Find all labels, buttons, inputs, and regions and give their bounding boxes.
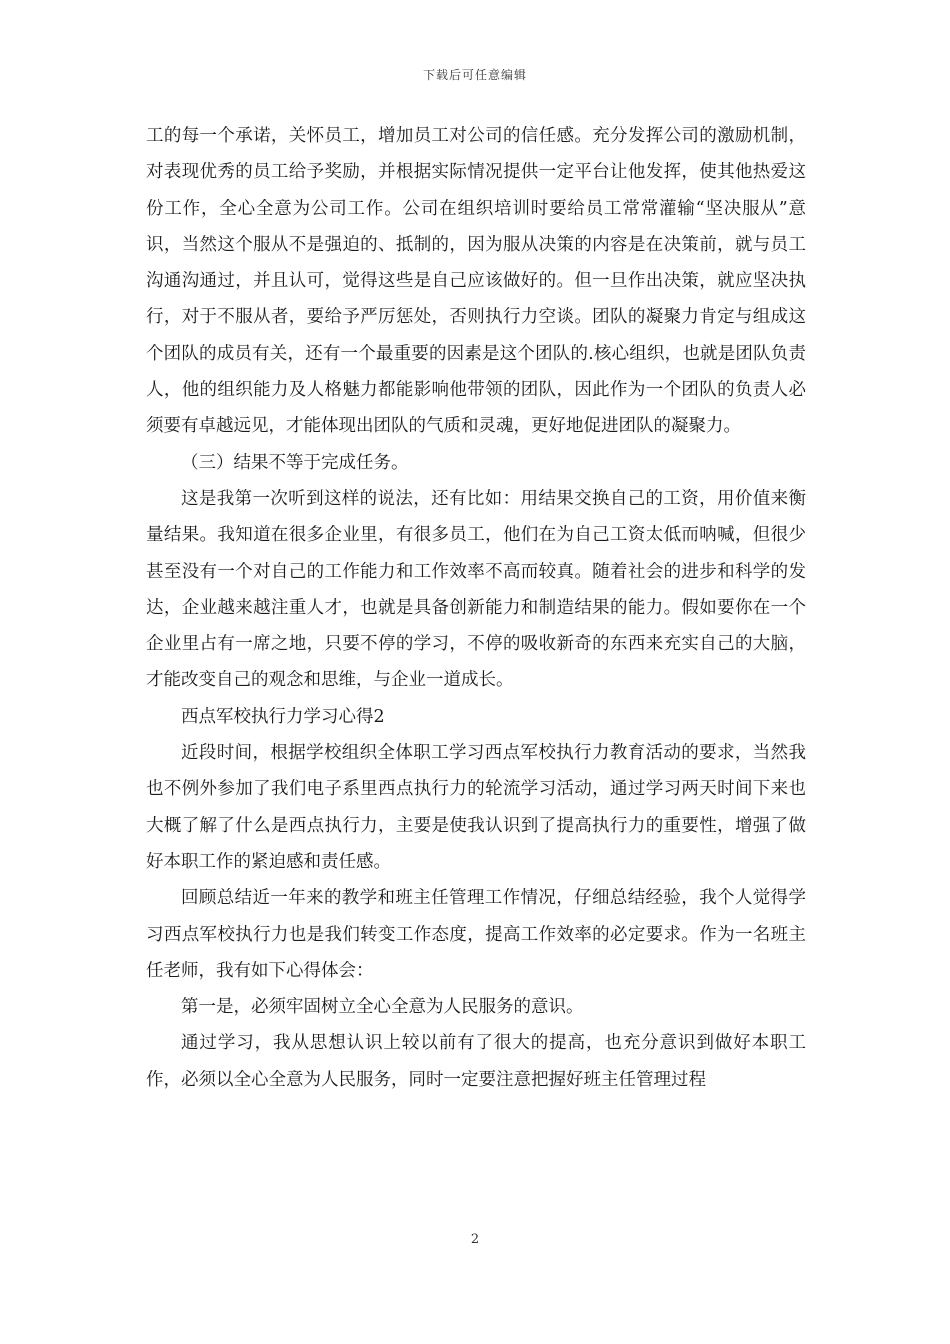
page-number: 2 [470,1232,480,1247]
document-body [146,118,806,1098]
paragraph-2-section-heading: （三）结果不等于完成任务。 [181,452,409,473]
paragraph-1: 工的每一个承诺，关怀员工，增加员工对公司的信任感。充分发挥公司的激励机制，对表现优秀的员工给予奖励，并根据实际情况提供一定平台让他发挥，使其他热爱这份工作，全心全意为公司工作。公司在组织培训时要给员工常常灌输“坚决服从”意识，当然这个服从不是强迫的、抵制的，因为服从决策的内容是在决策前，就与员工沟通沟通过，并且认可，觉得这些是自己应该做好的。但一旦作出决策，就应坚决执行，对于不服从者，要给予严厉惩处，否则执行力空谈。团队的凝聚力肯定与组成这个团队的成员有关，还有一个最重要的因素是这个团队的.核心组织，也就是团队负责人，他的组织能力及人格魅力都能影响他带领的团队，因此作为一个团队的负责人必须要有卓越远见，才能体现出团队的气质和灵魂，更好地促进团队的凝聚力。 [146,126,806,437]
paragraph-8: 通过学习，我从思想认识上较以前有了很大的提高，也充分意识到做好本职工作，必须以全心全意为人民服务，同时一定要注意把握好班主任管理过程 [146,1033,806,1090]
paragraph-7-point-heading: 第一是，必须牢固树立全心全意为人民服务的意识。 [181,997,584,1018]
paragraph-5: 近段时间，根据学校组织全体职工学习西点军校执行力教育活动的要求，当然我也不例外参加了我们电子系里西点执行力的轮流学习活动，通过学习两天时间下来也大概了解了什么是西点执行力，主要是使我认识到了提高执行力的重要性，增强了做好本职工作的紧迫感和责任感。 [146,743,806,872]
paragraph-6: 回顾总结近一年来的教学和班主任管理工作情况，仔细总结经验，我个人觉得学习西点军校执行力也是我们转变工作态度，提高工作效率的必定要求。作为一名班主任老师，我有如下心得体会： [146,888,806,981]
paragraph-4-article-title: 西点军校执行力学习心得2 [181,706,385,727]
page-header: 下载后可任意编辑 [422,68,527,82]
paragraph-3: 这是我第一次听到这样的说法，还有比如：用结果交换自己的工资，用价值来衡量结果。我知道在很多企业里，有很多员工，他们在为自己工资太低而呐喊，但很少甚至没有一个对自己的工作能力和工作效率不高而较真。随着社会的进步和科学的发达，企业越来越注重人才，也就是具备创新能力和制造结果的能力。假如要你在一个企业里占有一席之地，只要不停的学习，不停的吸收新奇的东西来充实自己的大脑，才能改变自己的观念和思维，与企业一道成长。 [146,488,806,691]
